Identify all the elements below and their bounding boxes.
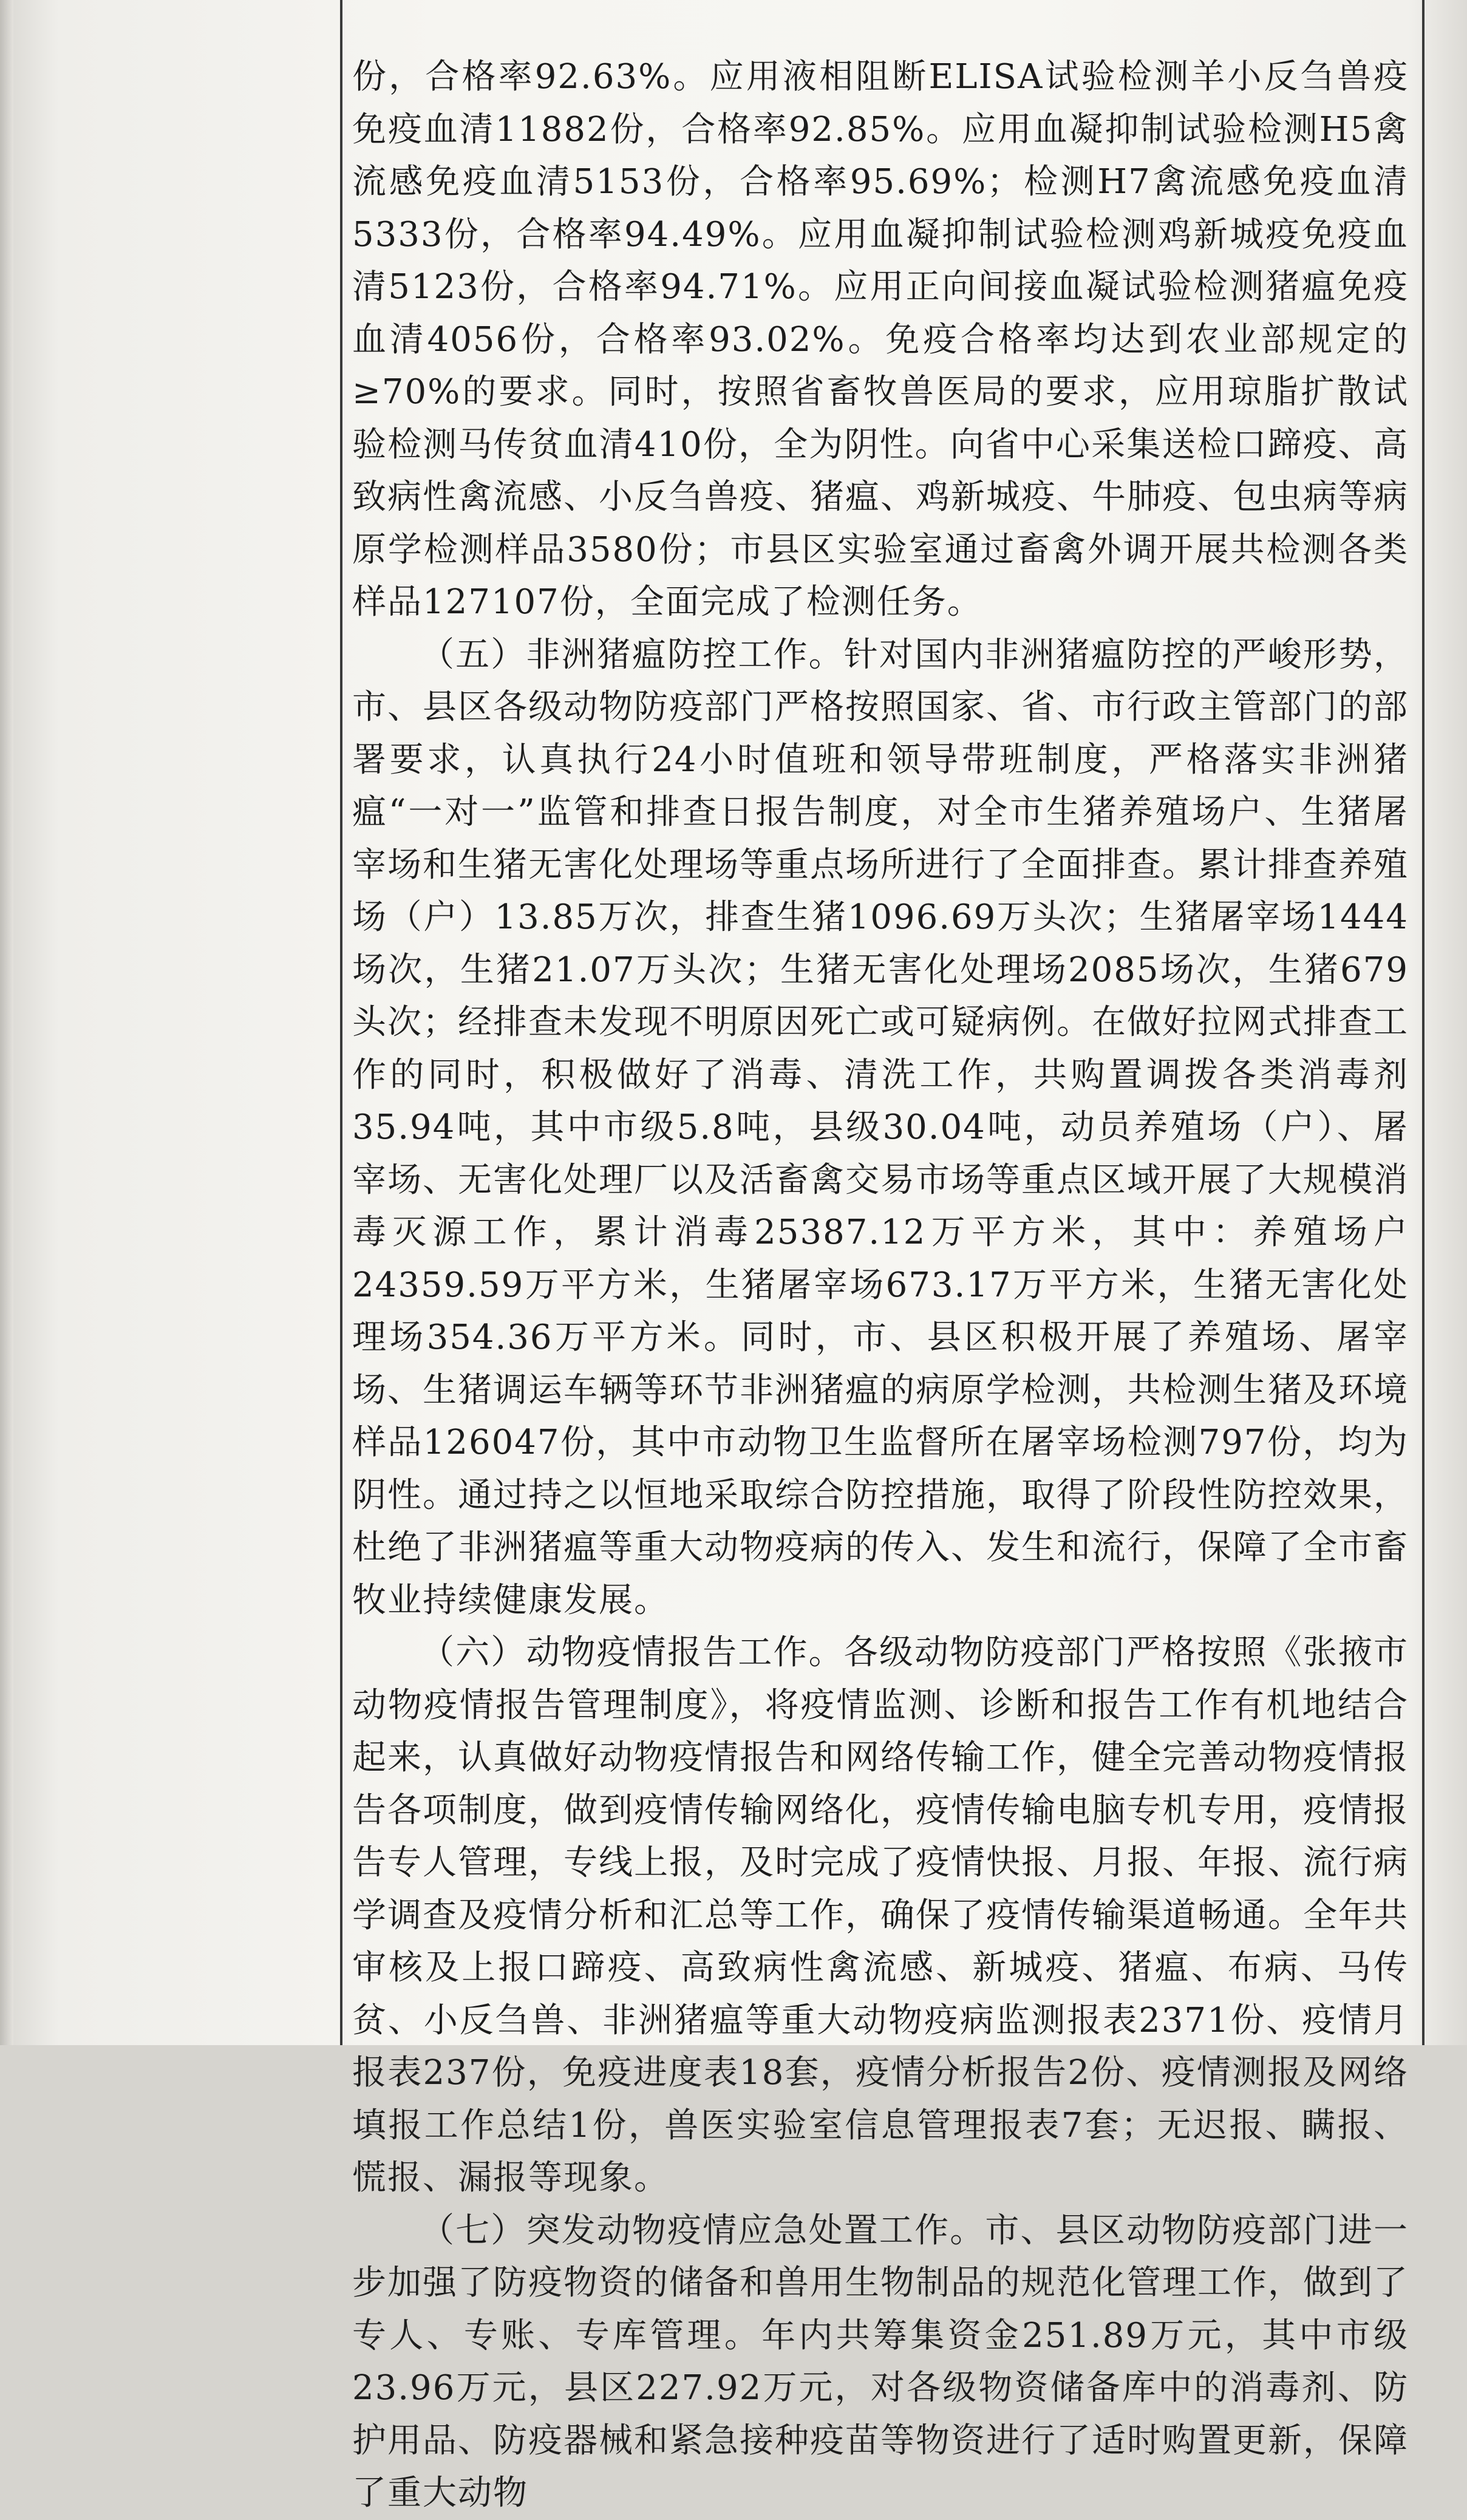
paragraph-epidemic-reporting: （六）动物疫情报告工作。各级动物防疫部门严格按照《张掖市动物疫情报告管理制度》，将疫情监测、诊断和报告工作有机地结合起来，认真做好动物疫情报告和网络传输工作，健全完善动物疫情报告各项制度，做到疫情传输网络化，疫情传输电脑专机专用，疫情报告专人管理，专线上报，及时完成了疫情快报、月报、年报、流行病学调查及疫情分析和汇总等工作，确保了疫情传输渠道畅通。全年共审核及上报口蹄疫、高致病性禽流感、新城疫、猪瘟、布病、马传贫、小反刍兽、非洲猪瘟等重大动物疫病监测报表2371份、疫情月报表237份，免疫进度表18套，疫情分析报告2份、疫情测报及网络填报工作总结1份，兽医实验室信息管理报表7套；无迟报、瞒报、慌报、漏报等现象。 bbox=[352, 1633, 1409, 2198]
page-binding-edge bbox=[0, 0, 13, 2045]
paragraph-african-swine-fever: （五）非洲猪瘟防控工作。针对国内非洲猪瘟防控的严峻形势，市、县区各级动物防疫部门严格按照国家、省、市行政主管部门的部署要求，认真执行24小时值班和领导带班制度，严格落实非洲猪瘟“一对一”监管和排查日报告制度，对全市生猪养殖场户、生猪屠宰场和生猪无害化处理场等重点场所进行了全面排查。累计排查养殖场（户）13.85万次，排查生猪1096.69万头次；生猪屠宰场1444场次，生猪21.07万头次；生猪无害化处理场2085场次，生猪679头次；经排查未发现不明原因死亡或可疑病例。在做好拉网式排查工作的同时，积极做好了消毒、清洗工作，共购置调拨各类消毒剂35.94吨，其中市级5.8吨，县级30.04吨，动员养殖场（户）、屠宰场、无害化处理厂以及活畜禽交易市场等重点区域开展了大规模消毒灭源工作，累计消毒25387.12万平方米，其中：养殖场户24359.59万平方米，生猪屠宰场673.17万平方米，生猪无害化处理场354.36万平方米。同时，市、县区积极开展了养殖场、屠宰场、生猪调运车辆等环节非洲猪瘟的病原学检测，共检测生猪及环境样品126047份，其中市动物卫生监督所在屠宰场检测797份，均为阴性。通过持之以恒地采取综合防控措施，取得了阶段性防控效果，杜绝了非洲猪瘟等重大动物疫病的传入、发生和流行，保障了全市畜牧业持续健康发展。 bbox=[352, 635, 1409, 1620]
left-frame-rule bbox=[340, 0, 342, 2045]
right-frame-rule bbox=[1422, 0, 1424, 2045]
document-body bbox=[352, 51, 1409, 2520]
paragraph-emergency-response: （七）突发动物疫情应急处置工作。市、县区动物防疫部门进一步加强了防疫物资的储备和兽用生物制品的规范化管理工作，做到了专人、专账、专库管理。年内共筹集资金251.89万元，其中市级23.96万元，县区227.92万元，对各级物资储备库中的消毒剂、防护用品、防疫器械和紧急接种疫苗等物资进行了适时购置更新，保障了重大动物 bbox=[352, 2210, 1409, 2513]
paragraph-testing-continued: 份，合格率92.63%。应用液相阻断ELISA试验检测羊小反刍兽疫免疫血清11882份，合格率92.85%。应用血凝抑制试验检测H5禽流感免疫血清5153份，合格率95.69%；检测H7禽流感免疫血清5333份，合格率94.49%。应用血凝抑制试验检测鸡新城疫免疫血清5123份，合格率94.71%。应用正向间接血凝试验检测猪瘟免疫血清4056份，合格率93.02%。免疫合格率均达到农业部规定的≥70%的要求。同时，按照省畜牧兽医局的要求，应用琼脂扩散试验检测马传贫血清410份，全为阴性。向省中心采集送检口蹄疫、高致病性禽流感、小反刍兽疫、猪瘟、鸡新城疫、牛肺疫、包虫病等病原学检测样品3580份；市县区实验室通过畜禽外调开展共检测各类样品127107份，全面完成了检测任务。 bbox=[352, 57, 1409, 622]
